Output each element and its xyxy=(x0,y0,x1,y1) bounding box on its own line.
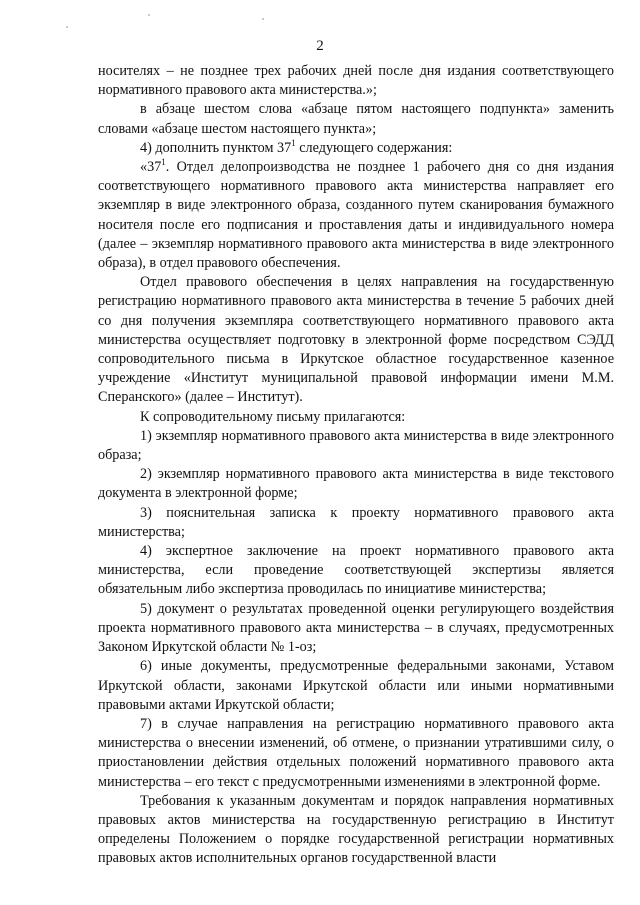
paragraph-text: следующего содержания: xyxy=(295,139,453,156)
scan-artifact xyxy=(148,14,150,16)
paragraph-text: . Отдел делопроизводства не позднее 1 рабочего дня со дня издания соответствующего нормативного правового акта министерства направляет его экземпляр в виде электронного образа, созданного путем сканирования бумажного носителя после его подписания и проставления даты и индивидуального номера (далее – экземпляр нормативного правового акта министерства в виде электронного образа), в отдел правового обеспечения. xyxy=(98,159,614,272)
paragraph: носителях – не позднее трех рабочих дней после дня издания соответствующего нормативного правового акта министерства.»; xyxy=(98,63,614,99)
scan-artifact xyxy=(66,26,68,28)
list-item: 4) экспертное заключение на проект нормативного правового акта министерства, если проведение соответствующей экспертизы является обязательным либо экспертиза проводилась по инициативе министерства; xyxy=(98,543,614,598)
list-item: 6) иные документы, предусмотренные федеральными законами, Уставом Иркутской области, законами Иркутской области или иными нормативными правовыми актами Иркутской области; xyxy=(98,658,614,713)
list-item: 5) документ о результатах проведенной оценки регулирующего воздействия проекта нормативного правового акта министерства – в случаях, предусмотренных Законом Иркутской области № 1-оз; xyxy=(98,600,614,656)
paragraph-text: 4) дополнить пунктом 37 xyxy=(140,139,292,156)
paragraph: в абзаце шестом слова «абзаце пятом настоящего подпункта» заменить словами «абзаце шестом настоящего пункта»; xyxy=(98,101,614,137)
list-item: 1) экземпляр нормативного правового акта министерства в виде электронного образа; xyxy=(98,427,614,464)
paragraph xyxy=(98,158,614,273)
paragraph: К сопроводительному письму прилагаются: xyxy=(140,408,406,425)
page-number: 2 xyxy=(316,38,324,54)
paragraph: Требования к указанным документам и порядок направления нормативных правовых актов министерства на государственную регистрацию в Институт определены Положением о порядке государственной регистрации нормативных правовых актов исполнительных органов государственной власти xyxy=(98,792,614,867)
list-item: 7) в случае направления на регистрацию нормативного правового акта министерства о внесении изменений, об отмене, о признании утратившими силу, о приостановлении действия отдельных положений нормативного правового акта министерства – его текст с предусмотренными изменениями в электронной форме. xyxy=(98,715,614,790)
scan-artifact xyxy=(262,18,264,20)
list-item: 3) пояснительная записка к проекту нормативного правового акта министерства; xyxy=(98,504,614,540)
paragraph xyxy=(98,139,614,158)
document-body xyxy=(98,62,614,869)
superscript: 1 xyxy=(291,137,296,148)
list-item: 2) экземпляр нормативного правового акта министерства в виде текстового документа в электронной форме; xyxy=(98,466,614,502)
paragraph: Отдел правового обеспечения в целях направления на государственную регистрацию нормативного правового акта министерства в течение 5 рабочих дней со дня получения экземпляра соответствующего нормативного правового акта министерства осуществляет подготовку в электронной форме посредством СЭДД сопроводительного письма в Иркутское областное государственное казенное учреждение «Институт муниципальной правовой информации имени М.М. Сперанского» (далее – Институт). xyxy=(98,274,614,406)
paragraph-text: «37 xyxy=(140,159,162,176)
superscript: 1 xyxy=(161,157,166,168)
